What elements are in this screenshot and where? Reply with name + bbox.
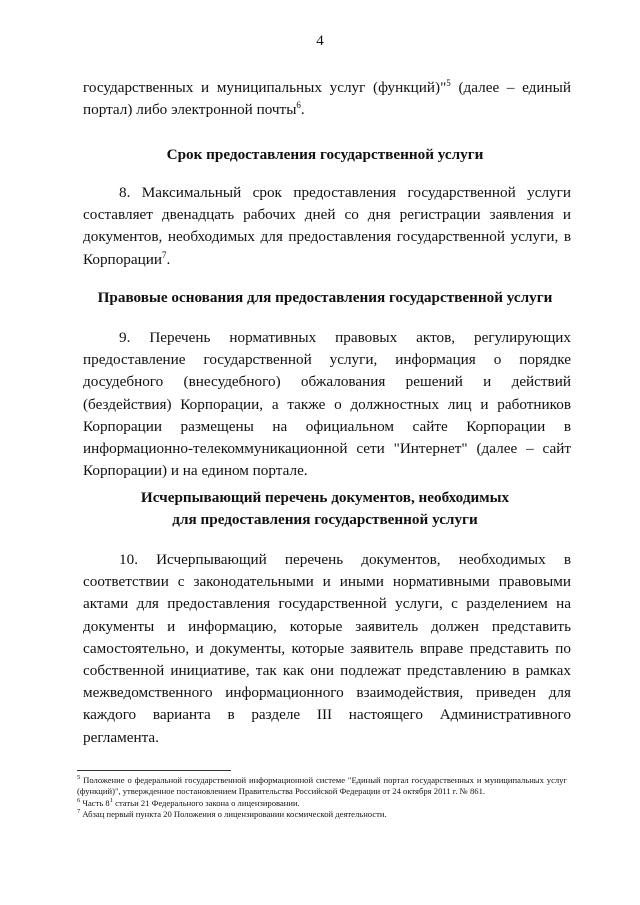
heading-documents — [70, 487, 580, 531]
footnote-ref-7: 7 — [162, 249, 167, 260]
heading-documents-line-2: для предоставления государственной услуги — [172, 511, 478, 528]
heading-term: Срок предоставления государственной услуги — [166, 146, 484, 163]
footnote-6 — [77, 798, 567, 809]
footnote-7-mark: 7 — [77, 808, 81, 816]
footnote-7-text: Абзац первый пункта 20 Положения о лицензировании космической деятельности. — [80, 809, 387, 820]
intro-end: . — [300, 101, 305, 119]
footnote-6-superscript: 1 — [109, 796, 113, 804]
footnotes — [77, 775, 567, 821]
intro-text: государственных и муниципальных услуг (функций)" — [83, 79, 447, 96]
paragraph-10 — [83, 549, 571, 749]
paragraph-9-text: 9. Перечень нормативных правовых актов, регулирующих предоставление государственной услуги, информация о порядке досудебного (внесудебного) обжалования решений и действий (бездействия) Корпорации, а также о должностных лиц и работников Корпорации размещены на официальном сайте Корпорации в информационно-телекоммуникационной сети "Интернет" (далее – сайт Корпорации) и на едином портале. — [83, 329, 571, 480]
footnote-5 — [77, 775, 567, 798]
heading-legal-basis: Правовые основания для предоставления государственной услуги — [97, 289, 553, 306]
paragraph-8-text: 8. Максимальный срок предоставления государственной услуги составляет двенадцать рабочих дней со дня регистрации заявления и документов, необходимых для предоставления государственной услуги, в Корпорации — [83, 184, 571, 268]
footnote-divider — [77, 770, 231, 771]
footnote-5-mark: 5 — [77, 774, 81, 782]
page-number: 4 — [316, 33, 324, 49]
intro-text-2: (далее – единый портал) либо электронной почты — [83, 79, 571, 119]
footnote-5-text: Положение о федеральной государственной информационной системе "Единый портал государственных и муниципальных услуг (функций)", утвержденное постановлением Правительства Российской Федерации от 24 октября 2011 г. № 861. — [77, 775, 567, 797]
footnote-7 — [77, 809, 567, 820]
heading-documents-line-1: Исчерпывающий перечень документов, необходимых — [140, 489, 510, 506]
footnote-ref-6: 6 — [296, 100, 301, 111]
intro-paragraph — [83, 77, 571, 121]
paragraph-10-text: 10. Исчерпывающий перечень документов, необходимых в соответствии с законодательными и иными нормативными правовыми актами для предоставления государственной услуги, с разделением на документы и информацию, которые заявитель должен представить самостоятельно, и документы, которые заявитель вправе представить по собственной инициативе, так как они подлежат представлению в рамках межведомственного информационного взаимодействия, приведен для каждого варианта в разделе III настоящего Административного регламента. — [83, 551, 571, 746]
footnote-6-mark: 6 — [77, 796, 81, 804]
paragraph-8-end: . — [166, 250, 171, 268]
footnote-6-text-a: Часть 8 — [80, 797, 110, 808]
paragraph-9 — [83, 327, 571, 482]
footnote-ref-5: 5 — [446, 77, 451, 88]
footnote-6-text-b: статьи 21 Федерального закона о лицензировании. — [112, 797, 300, 808]
paragraph-8 — [83, 182, 571, 271]
